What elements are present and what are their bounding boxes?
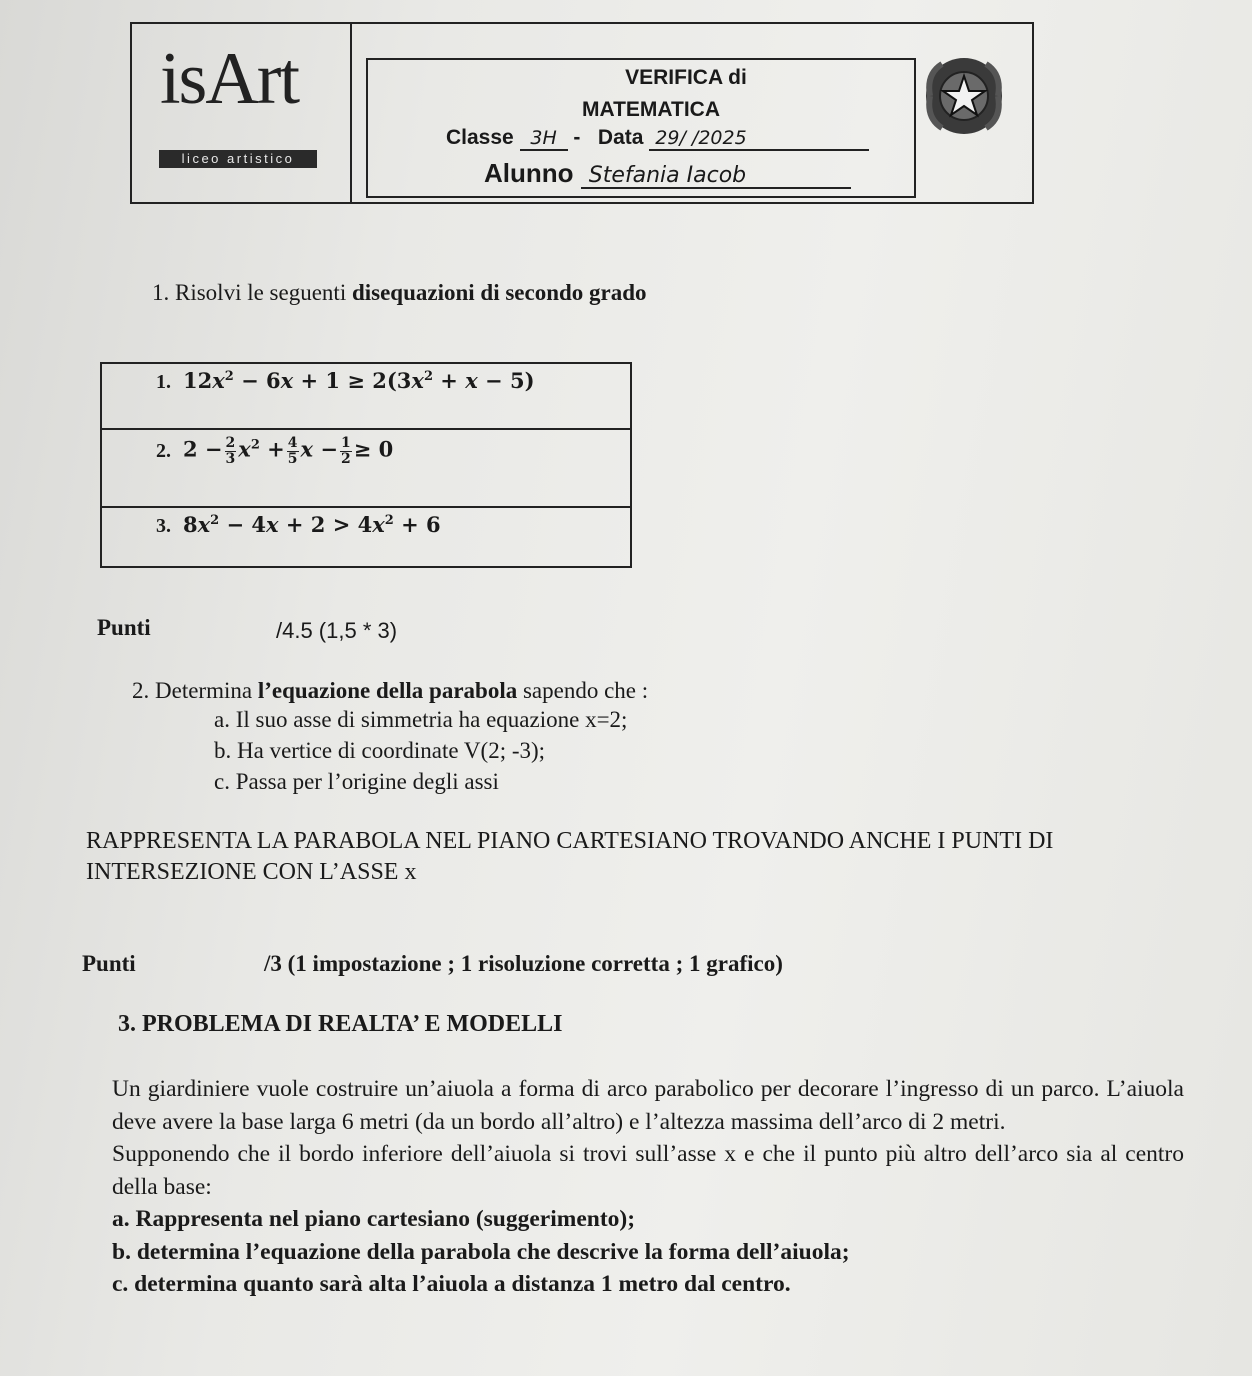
exercise1-title bbox=[152, 280, 647, 306]
header-divider bbox=[350, 24, 352, 202]
alunno-line bbox=[484, 158, 851, 189]
exercise2-points-label: Punti bbox=[82, 951, 136, 976]
data-value: 29/ /2025 bbox=[649, 129, 869, 151]
exercise3-item-c: c. determina quanto sarà alta l’aiuola a distanza 1 metro dal centro. bbox=[112, 1271, 791, 1297]
inequality-row-2 bbox=[101, 429, 631, 507]
header-box bbox=[130, 22, 1034, 204]
alunno-label: Alunno bbox=[484, 158, 574, 188]
inequality-1-number: 1. bbox=[156, 371, 171, 393]
exercise2-title-bold: l’equazione della parabola bbox=[257, 678, 518, 703]
alunno-value: Stefania Iacob bbox=[581, 164, 851, 189]
exercise1-points-value: /4.5 (1,5 * 3) bbox=[276, 618, 398, 643]
exam-title-line2: MATEMATICA bbox=[581, 98, 721, 121]
exercise3-item-a: a. Rappresenta nel piano cartesiano (suggerimento); bbox=[112, 1206, 636, 1232]
inequality-row-3 bbox=[101, 507, 631, 567]
exercise3-problem bbox=[112, 1073, 1184, 1301]
exercise2-item-c: c. Passa per l’origine degli assi bbox=[214, 769, 499, 794]
exercise2-title-suffix: sapendo che : bbox=[517, 678, 649, 703]
inequalities-table bbox=[100, 362, 632, 568]
school-logo-tagline: liceo artistico bbox=[159, 150, 317, 168]
inequality-3: 3. $8x^2 - 4x + 2 > 4x^2 + 6$ bbox=[101, 507, 631, 567]
exercise1-title-bold: disequazioni di secondo grado bbox=[351, 280, 647, 305]
exercise2-points-value: /3 (1 impostazione ; 1 risoluzione corretta ; 1 grafico) bbox=[264, 951, 783, 976]
exam-title-line1: VERIFICA di bbox=[625, 66, 747, 89]
inequality-row-1 bbox=[101, 363, 631, 429]
italian-republic-emblem-icon bbox=[922, 54, 1006, 138]
exam-info-box bbox=[366, 58, 916, 198]
exercise3-paragraph2: Supponendo che il bordo inferiore dell’aiuola si trovi sull’asse x e che il punto più altro dell’arco sia al centro della base: bbox=[112, 1141, 1184, 1200]
exercise3-paragraph1: Un giardiniere vuole costruire un’aiuola a forma di arco parabolico per decorare l’ingresso di un parco. L’aiuola deve avere la base larga 6 metri (da un bordo all’altro) e l’altezza massima dell’arco di 2 metri. bbox=[112, 1076, 1184, 1135]
inequality-1: 1. $12x^2 - 6x + 1 \ge 2(3x^2 + x - 5)$ bbox=[101, 363, 631, 429]
inequality-2-number: 2. bbox=[156, 439, 171, 462]
exercise2-title bbox=[132, 678, 648, 704]
classe-data-line bbox=[446, 126, 869, 151]
inequality-2: 2. 2 − $\frac{2}{3}$ $x^2$ + $\frac{4}{5}$ x − $\frac{1}{2}$ ≥ 0 bbox=[101, 429, 631, 507]
exercise2-item-a: a. Il suo asse di simmetria ha equazione x=2; bbox=[214, 707, 628, 732]
exercise1-title-prefix: 1. Risolvi le seguenti bbox=[152, 280, 352, 305]
exercise1-points-label: Punti bbox=[97, 615, 151, 640]
classe-data-separator: - bbox=[573, 126, 581, 149]
exercise3-title: 3. PROBLEMA DI REALTA’ E MODELLI bbox=[118, 1011, 563, 1037]
classe-label: Classe bbox=[446, 126, 514, 149]
classe-value: 3H bbox=[520, 129, 568, 151]
school-logo: isArt bbox=[160, 38, 298, 120]
exercise2-item-b: b. Ha vertice di coordinate V(2; -3); bbox=[214, 738, 546, 763]
exercise2-title-prefix: 2. Determina bbox=[132, 678, 258, 703]
exercise3-item-b: b. determina l’equazione della parabola che descrive la forma dell’aiuola; bbox=[112, 1238, 850, 1265]
data-label: Data bbox=[597, 126, 644, 149]
inequality-3-number: 3. bbox=[156, 515, 171, 537]
exercise2-instruction: RAPPRESENTA LA PARABOLA NEL PIANO CARTESIANO TROVANDO ANCHE I PUNTI DI INTERSEZIONE CON L’ASSE x bbox=[86, 828, 1054, 885]
